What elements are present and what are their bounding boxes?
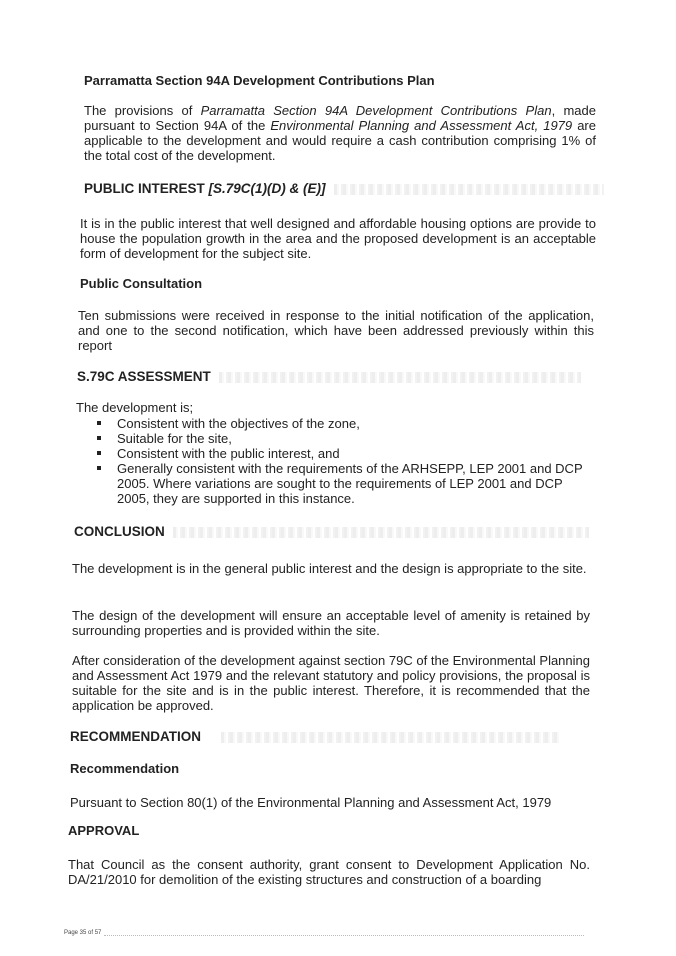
list-item: Generally consistent with the requirements of the ARHSEPP, LEP 2001 and DCP 2005. Where variations are sought to the requirements of LEP 2001 and DCP 2005, they are supported in this instance. (95, 461, 591, 506)
paragraph-conclusion-2: The design of the development will ensure an acceptable level of amenity is retained by surrounding properties and is provided within the site. (72, 608, 590, 638)
heading-reference: [S.79C(1)(D) & (E)] (208, 181, 326, 196)
italic-act-name: Environmental Planning and Assessment Act, 1979 (270, 118, 573, 133)
paragraph-public-interest: It is in the public interest that well designed and affordable housing options are provide to house the population growth in the area and the proposed development is an acceptable form of development for the subject site. (80, 216, 596, 261)
section-heading-public-interest (84, 181, 604, 196)
paragraph-conclusion-1: The development is in the general public interest and the design is appropriate to the site. (72, 561, 587, 576)
italic-plan-name: Parramatta Section 94A Development Contributions Plan (200, 103, 552, 118)
heading-shading (334, 184, 604, 195)
s79c-intro: The development is; (76, 400, 194, 415)
page-number: Page 35 of 57 (64, 930, 102, 936)
heading-shading (219, 372, 581, 383)
section-heading-conclusion (74, 524, 589, 539)
paragraph-recommendation: Pursuant to Section 80(1) of the Environmental Planning and Assessment Act, 1979 (70, 795, 552, 810)
paragraph-conclusion-3: After consideration of the development against section 79C of the Environmental Planning and Assessment Act 1979 and the relevant statutory and policy provisions, the proposal is suitable for the site and is in the public interest. Therefore, it is recommended that the application be approved. (72, 653, 590, 713)
section-title-public-consultation: Public Consultation (80, 276, 203, 291)
text-run: , made pursuant to Section 94A of the (84, 103, 596, 133)
paragraph-parramatta (84, 103, 596, 163)
list-item: Suitable for the site, (95, 431, 591, 446)
text-run: The provisions of (84, 103, 201, 118)
section-title-parramatta: Parramatta Section 94A Development Contributions Plan (84, 73, 435, 88)
section-heading-s79c (77, 369, 581, 384)
heading-text: S.79C ASSESSMENT (77, 369, 211, 384)
section-title-approval: APPROVAL (68, 823, 140, 838)
section-title-recommendation: Recommendation (70, 761, 180, 776)
footer-divider (104, 935, 584, 936)
list-item: Consistent with the objectives of the zone, (95, 416, 591, 431)
heading-text: RECOMMENDATION (70, 729, 201, 744)
heading-text: PUBLIC INTEREST (84, 181, 205, 196)
text-run: are applicable to the development and would require a cash contribution comprising 1% of the total cost of the development. (84, 118, 596, 163)
heading-shading (173, 527, 589, 538)
s79c-bullet-list (95, 416, 591, 506)
paragraph-public-consultation: Ten submissions were received in response to the initial notification of the application, and one to the second notification, which have been addressed previously within this report (78, 308, 594, 353)
list-item: Consistent with the public interest, and (95, 446, 591, 461)
heading-text: CONCLUSION (74, 524, 165, 539)
section-heading-recommendation (70, 729, 561, 744)
paragraph-approval: That Council as the consent authority, grant consent to Development Application No. DA/21/2010 for demolition of the existing structures and construction of a boarding (68, 857, 590, 887)
heading-shading (221, 732, 561, 743)
